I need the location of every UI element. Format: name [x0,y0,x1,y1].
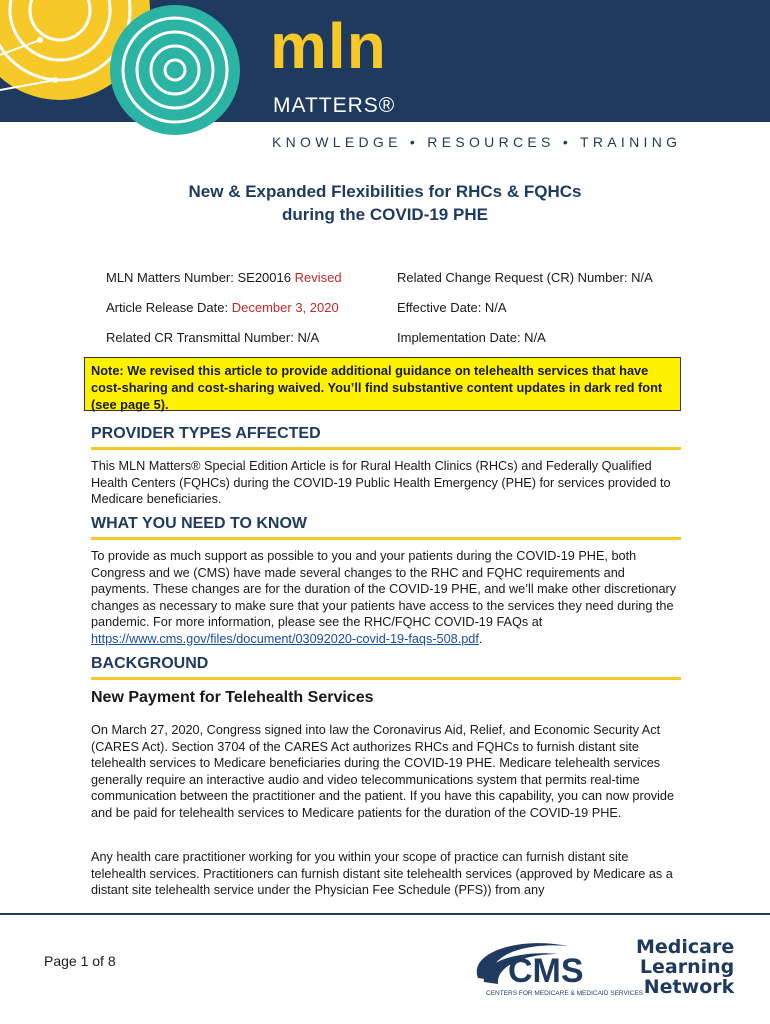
release-date-label: Article Release Date: [106,300,232,315]
mln-logo-text: mln [270,10,387,82]
release-date [106,300,339,315]
transmittal-number: Related CR Transmittal Number: N/A [106,330,320,345]
implementation-date: Implementation Date: N/A [397,330,546,345]
footer-divider [0,913,770,915]
background-paragraph-2: Any health care practitioner working for you within your scope of practice can furnish distant site telehealth services. Practitioners can furnish distant site telehealth services (approved by Medicare as a distant site telehealth service under the Physician Fee Schedule (PFS)) from any [91,850,673,897]
section-divider [91,447,681,450]
page-number: Page 1 of 8 [44,953,116,969]
telehealth-subheading: New Payment for Telehealth Services [91,689,374,706]
tagline: KNOWLEDGE • RESOURCES • TRAINING [272,134,682,150]
revised-label: Revised [294,270,342,285]
need-to-know-end: . [478,631,483,646]
need-to-know-text [91,548,681,647]
header-banner [0,0,770,122]
mln-number-label: MLN Matters Number: SE20016 [106,270,295,285]
provider-types-text: This MLN Matters® Special Edition Article is for Rural Health Clinics (RHCs) and Federally Qualified Health Centers (FQHCs) during the COVID-19 Public Health Emergency (PHE) for services provided to Medicare beneficiaries. [91,459,671,506]
cms-logo-subtext: CENTERS FOR MEDICARE & MEDICAID SERVICES [486,990,643,997]
mln-logo-line3: Network [643,976,735,998]
need-to-know-body: To provide as much support as possible to you and your patients during the COVID-19 PHE, both Congress and we (CMS) have made several changes to the RHC and FQHC requirements and payments. These changes are for the duration of the COVID-19 PHE, and we’ll make other discretionary changes as necessary to make sure that your patients have access to the services they need during the pandemic. For more information, please see the RHC/FQHC COVID-19 FAQs at [91,549,677,629]
cr-number: Related Change Request (CR) Number: N/A [397,270,653,285]
background-paragraph-1: On March 27, 2020, Congress signed into law the Coronavirus Aid, Relief, and Economic Security Act (CARES Act). Section 3704 of the CARES Act authorizes RHCs and FQHCs to furnish distant site telehealth services to Medicare beneficiaries during the COVID-19 PHE. Medicare telehealth services generally require an interactive audio and video telecommunications system that permits real-time communication between the practitioner and the patient. If you have this capability, you can now provide and be paid for telehealth services to Medicare patients for the duration of the COVID-19 PHE. [91,723,675,820]
need-to-know-heading: WHAT YOU NEED TO KNOW [91,515,307,532]
article-title [0,180,770,226]
medicare-learning-network-logo [636,937,734,997]
matters-logo-text: MATTERS® [273,94,396,117]
cms-swoosh-icon [458,938,643,998]
section-divider [91,537,681,540]
faq-link[interactable]: https://www.cms.gov/files/document/03092020-covid-19-faqs-508.pdf [91,631,479,646]
release-date-value: December 3, 2020 [231,300,339,315]
background-heading: BACKGROUND [91,655,209,672]
cms-logo-text: CMS [508,952,584,990]
article-title-line2: during the COVID-19 PHE [282,205,488,224]
article-title-line1: New & Expanded Flexibilities for RHCs & FQHCs [188,182,582,201]
mln-number [106,270,342,285]
mln-logo-line2: Learning [639,956,735,978]
section-divider [91,677,681,680]
cms-logo [458,938,643,1003]
effective-date: Effective Date: N/A [397,300,507,315]
provider-types-heading: PROVIDER TYPES AFFECTED [91,425,321,442]
decorative-circles-graphic [0,0,270,122]
revision-note: Note: We revised this article to provide additional guidance on telehealth services that have cost-sharing and cost-sharing waived. You’ll find substantive content updates in dark red font (see page 5). [84,357,681,411]
mln-logo-line1: Medicare [636,936,735,958]
